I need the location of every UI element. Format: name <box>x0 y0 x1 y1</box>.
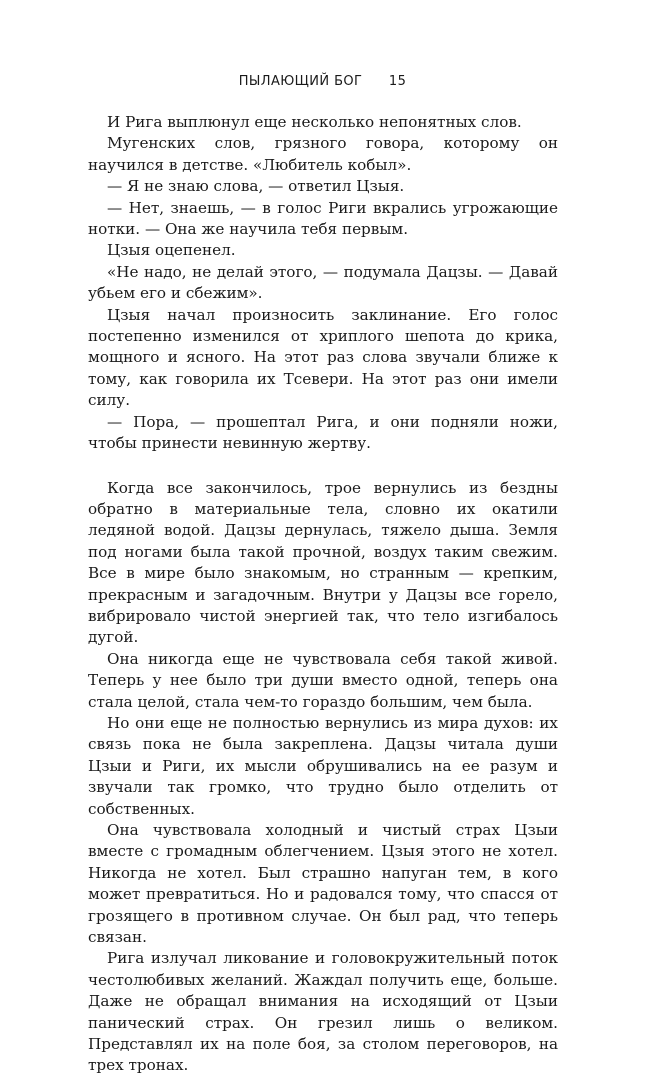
paragraph: Она чувствовала холодный и чистый страх Цзыи вместе с громадным облегчением. Цзыя этого не хотел. Никогда не хотел. Был страшно напуган тем, в кого может превратиться. Но и радовался тому, что спасся от грозящего в противном случае. Он был рад, что теперь связан. <box>88 821 558 947</box>
paragraph: И Рига выплюнул еще несколько непонятных слов. <box>107 113 522 131</box>
paragraph: «Не надо, не делай этого, — подумала Дацзы. — Давай убьем его и сбежим». <box>88 262 558 303</box>
paragraph: — Я не знаю слова, — ответил Цзыя. <box>107 177 405 196</box>
body-text <box>88 112 558 1077</box>
page-number: 15 <box>388 74 407 89</box>
paragraph: Но они еще не полностью вернулись из мира духов: их связь пока не была закреплена. Дацзы читала души Цзыи и Риги, их мысли обрушивались на ее разум и звучали так громко, что трудно было отделить от собственных. <box>88 713 558 818</box>
paragraph: Она никогда еще не чувствовала себя такой живой. Теперь у нее было три души вместо одной, теперь она стала целой, стала чем-то гораздо большим, чем была. <box>88 649 558 711</box>
paragraph: Цзыя начал произносить заклинание. Его голос постепенно изменился от хриплого шепота до крика, мощного и ясного. На этот раз слова звучали ближе к тому, как говорила их Тсевери. На этот раз они имели силу. <box>88 305 558 410</box>
running-head-title: ПЫЛАЮЩИЙ БОГ <box>238 74 363 89</box>
section-break <box>88 455 558 478</box>
paragraph: Рига излучал ликование и головокружительный поток честолюбивых желаний. Жаждал получить еще, больше. Даже не обращал внимания на исходящий от Цзыи панический страх. Он грезил лишь о великом. Представлял их на поле боя, за столом переговоров, на трех тронах. <box>88 949 558 1075</box>
paragraph: Цзыя оцепенел. <box>107 241 236 260</box>
paragraph: — Нет, знаешь, — в голос Риги вкрались угрожающие нотки. — Она же научила тебя первым. <box>88 198 558 239</box>
paragraph: Когда все закончилось, трое вернулись из бездны обратно в материальные тела, словно их окатили ледяной водой. Дацзы дернулась, тяжело дыша. Земля под ногами была такой прочной, воздух таким свежим. Все в мире было знакомым, но странным — крепким, прекрасным и загадочным. Внутри у Дацзы все горело, вибрировало чистой энергией так, что тело изгибалось дугой. <box>88 478 558 647</box>
paragraph: — Пора, — прошептал Рига, и они подняли ножи, чтобы принести невинную жертву. <box>88 412 558 453</box>
paragraph: Мугенских слов, грязного говора, которому он научился в детстве. «Любитель кобыл». <box>88 134 558 174</box>
running-head <box>0 74 645 89</box>
